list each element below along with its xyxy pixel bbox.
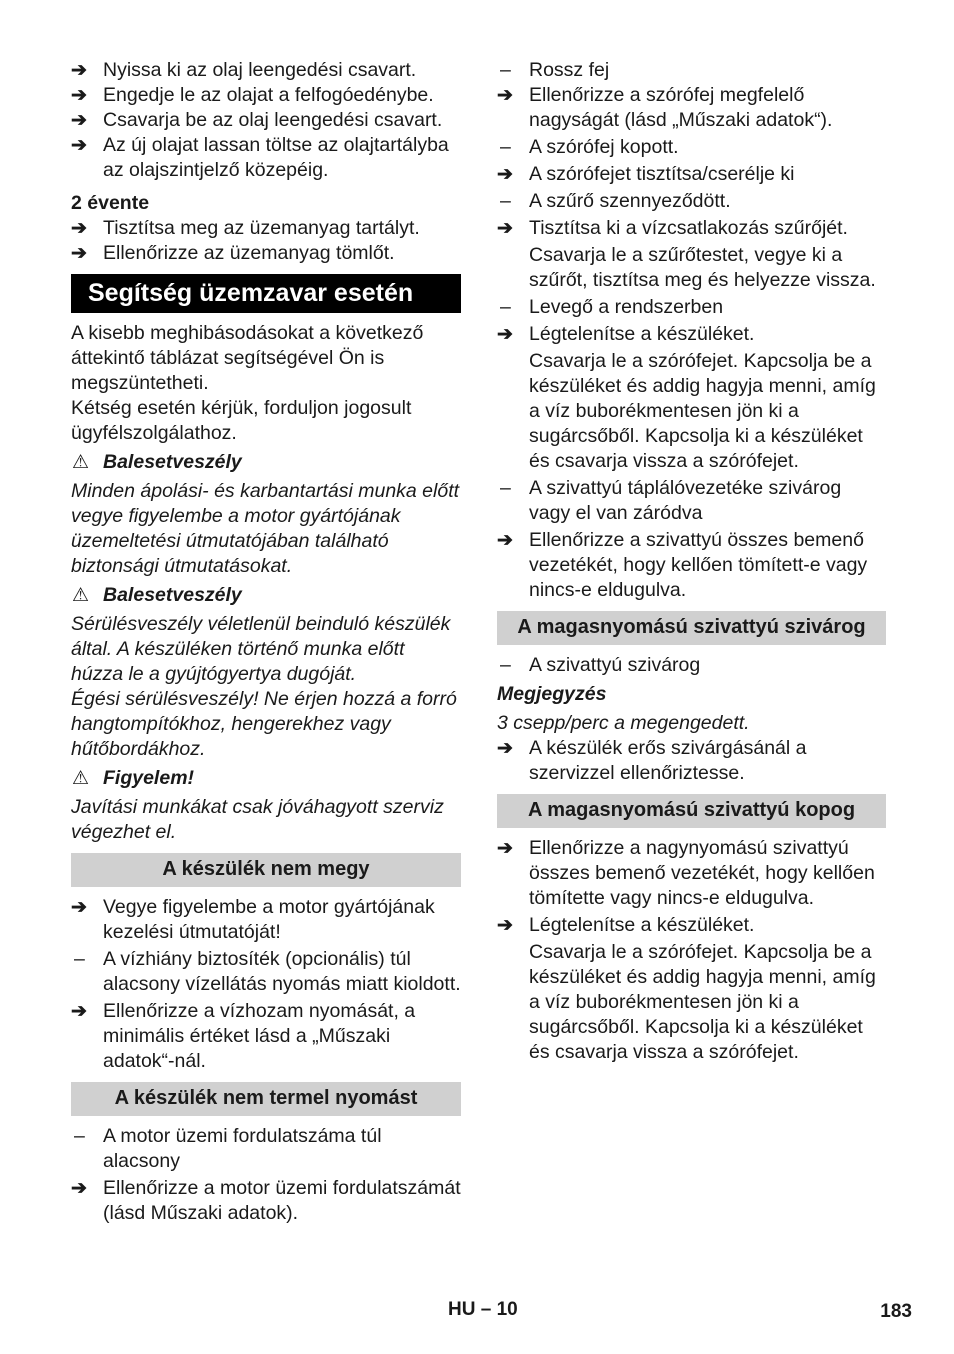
condition-item: [497, 295, 886, 320]
arrow-right-icon: ➔: [497, 324, 513, 345]
step-text: Ellenőrizze a vízhozam nyomását, a minimális értéket lásd a „Műszaki adatok“-nál.: [103, 1000, 416, 1072]
arrow-right-icon: ➔: [497, 85, 513, 106]
step-item: [497, 216, 886, 241]
step-text: Légtelenítse a készüléket.: [529, 914, 755, 936]
warning-text: Égési sérülésveszély! Ne érjen hozzá a forró hangtompítókhoz, hengerekhez vagy hűtőbordákhoz.: [71, 688, 457, 760]
condition-text: A vízhiány biztosíték (opcionális) túl alacsony vízellátás nyomás miatt kioldott.: [103, 948, 461, 995]
condition-text: A szivattyú táplálóvezetéke szivárog vagy el van záródva: [529, 477, 842, 524]
step-text: Ellenőrizze a nagynyomású szivattyú összes bemenő vezetékét, hogy kellően tömítette vagy nincs-e eldugulva.: [529, 837, 875, 909]
dash-bullet: –: [500, 190, 511, 212]
step-text: Ellenőrizze a szivattyú összes bemenő vezetékét, hogy kellően tömített-e vagy nincs-e eldugulva.: [529, 529, 868, 601]
condition-text: Levegő a rendszerben: [529, 296, 724, 318]
condition-text: A motor üzemi fordulatszáma túl alacsony: [103, 1125, 382, 1172]
arrow-right-icon: ➔: [497, 838, 513, 859]
step-text: Nyissa ki az olaj leengedési csavart.: [103, 59, 417, 81]
step-text: Ellenőrizze az üzemanyag tömlőt.: [103, 242, 395, 264]
step-text: Ellenőrizze a motor üzemi fordulatszámát (lásd Műszaki adatok).: [103, 1177, 461, 1224]
step-text: Légtelenítse a készüléket.: [529, 323, 755, 345]
dash-bullet: –: [500, 654, 511, 676]
condition-text: Rossz fej: [529, 59, 610, 81]
arrow-right-icon: ➔: [497, 738, 513, 759]
right-column: [497, 58, 886, 1065]
arrow-right-icon: ➔: [497, 218, 513, 239]
step-item: [497, 836, 886, 911]
step-item: [71, 216, 461, 241]
step-item: [71, 1176, 461, 1226]
step-text: Ellenőrizze a szórófej megfelelő nagyságát (lásd „Műszaki adatok“).: [529, 84, 833, 131]
step-item: [71, 895, 461, 945]
step-item: [497, 162, 886, 187]
arrow-right-icon: ➔: [71, 135, 87, 156]
step-text: A készülék erős szivárgásánál a szervizzel ellenőriztesse.: [529, 737, 807, 784]
step-item: [497, 913, 886, 938]
arrow-right-icon: ➔: [71, 60, 87, 81]
arrow-right-icon: ➔: [71, 897, 87, 918]
step-item: [71, 83, 461, 108]
step-text: Engedje le az olajat a felfogóedénybe.: [103, 84, 434, 106]
warning-triangle-icon: ⚠: [72, 452, 90, 473]
arrow-right-icon: ➔: [71, 1178, 87, 1199]
arrow-right-icon: ➔: [497, 164, 513, 185]
warning-triangle-icon: ⚠: [72, 585, 90, 606]
step-item: [71, 133, 461, 183]
warning-heading: [71, 766, 461, 791]
page-number: 183: [880, 1301, 912, 1322]
step-item: [71, 241, 461, 266]
dash-bullet: –: [74, 1125, 85, 1147]
condition-item: [497, 135, 886, 160]
step-text: Csavarja be az olaj leengedési csavart.: [103, 109, 443, 131]
warning-triangle-icon: ⚠: [72, 768, 90, 789]
subsection-title: A készülék nem megy: [71, 853, 461, 887]
arrow-right-icon: ➔: [71, 110, 87, 131]
arrow-right-icon: ➔: [71, 1001, 87, 1022]
step-detail: Csavarja le a szórófejet. Kapcsolja be a készüléket és addig hagyja menni, amíg a víz buborékmentesen jön ki a sugárcsőből. Kapcsolja ki a készüléket és csavarja vissza a szórófejet.: [529, 941, 876, 1063]
left-column: [71, 58, 461, 1226]
condition-item: [497, 58, 886, 83]
condition-text: A szórófej kopott.: [529, 136, 679, 158]
subsection-title: A készülék nem termel nyomást: [71, 1082, 461, 1116]
footer-language-page: HU – 10: [448, 1299, 518, 1320]
note-text: 3 csepp/perc a megengedett.: [497, 712, 750, 734]
yearly-heading: 2 évente: [71, 192, 150, 214]
subsection-title: A magasnyomású szivattyú kopog: [497, 794, 886, 828]
dash-bullet: –: [500, 136, 511, 158]
warning-text: Minden ápolási- és karbantartási munka előtt vegye figyelembe a motor gyártójának üzemeltetési útmutatójában található biztonsági útmutatásokat.: [71, 480, 460, 577]
step-item: [71, 58, 461, 83]
step-item: [71, 108, 461, 133]
step-text: A szórófejet tisztítsa/cserélje ki: [529, 163, 795, 185]
warning-text: Sérülésveszély véletlenül beinduló készülék által. A készüléken történő munka előtt húzza le a gyújtógyertya dugóját.: [71, 613, 451, 685]
condition-item: [497, 476, 886, 526]
note-heading: Megjegyzés: [497, 683, 607, 705]
dash-bullet: –: [500, 296, 511, 318]
warning-title: Figyelem!: [103, 767, 195, 789]
warning-heading: [71, 583, 461, 608]
condition-text: A szivattyú szivárog: [529, 654, 701, 676]
step-detail: Csavarja le a szórófejet. Kapcsolja be a készüléket és addig hagyja menni, amíg a víz buborékmentesen jön ki a sugárcsőből. Kapcsolja ki a készüléket és csavarja vissza a szórófejet.: [529, 350, 876, 472]
subsection-title: A magasnyomású szivattyú szivárog: [497, 611, 886, 645]
step-text: Vegye figyelembe a motor gyártójának kezelési útmutatóját!: [103, 896, 435, 943]
step-text: Tisztítsa ki a vízcsatlakozás szűrőjét.: [529, 217, 848, 239]
condition-item: [497, 653, 886, 678]
intro-paragraph: A kisebb meghibásodásokat a következő áttekintő táblázat segítségével Ön is megszüntetheti.: [71, 322, 424, 394]
condition-item: [71, 947, 461, 997]
condition-item: [497, 189, 886, 214]
section-title: Segítség üzemzavar esetén: [71, 274, 461, 313]
warning-text: Javítási munkákat csak jóváhagyott szerviz végezhet el.: [71, 796, 444, 843]
step-item: [497, 322, 886, 347]
arrow-right-icon: ➔: [71, 218, 87, 239]
arrow-right-icon: ➔: [71, 85, 87, 106]
arrow-right-icon: ➔: [497, 915, 513, 936]
intro-paragraph: Kétség esetén kérjük, forduljon jogosult ügyfélszolgálathoz.: [71, 397, 412, 444]
arrow-right-icon: ➔: [71, 243, 87, 264]
dash-bullet: –: [500, 477, 511, 499]
step-text: Az új olajat lassan töltse az olajtartályba az olajszintjelző közepéig.: [103, 134, 449, 181]
step-text: Tisztítsa meg az üzemanyag tartályt.: [103, 217, 420, 239]
step-item: [497, 528, 886, 603]
condition-item: [71, 1124, 461, 1174]
step-item: [497, 83, 886, 133]
arrow-right-icon: ➔: [497, 530, 513, 551]
step-detail: Csavarja le a szűrőtestet, vegye ki a szűrőt, tisztítsa meg és helyezze vissza.: [529, 244, 876, 291]
condition-text: A szűrő szennyeződött.: [529, 190, 731, 212]
step-item: [71, 999, 461, 1074]
step-item: [497, 736, 886, 786]
warning-title: Balesetveszély: [103, 584, 242, 606]
dash-bullet: –: [500, 59, 511, 81]
warning-heading: [71, 450, 461, 475]
dash-bullet: –: [74, 948, 85, 970]
warning-title: Balesetveszély: [103, 451, 242, 473]
